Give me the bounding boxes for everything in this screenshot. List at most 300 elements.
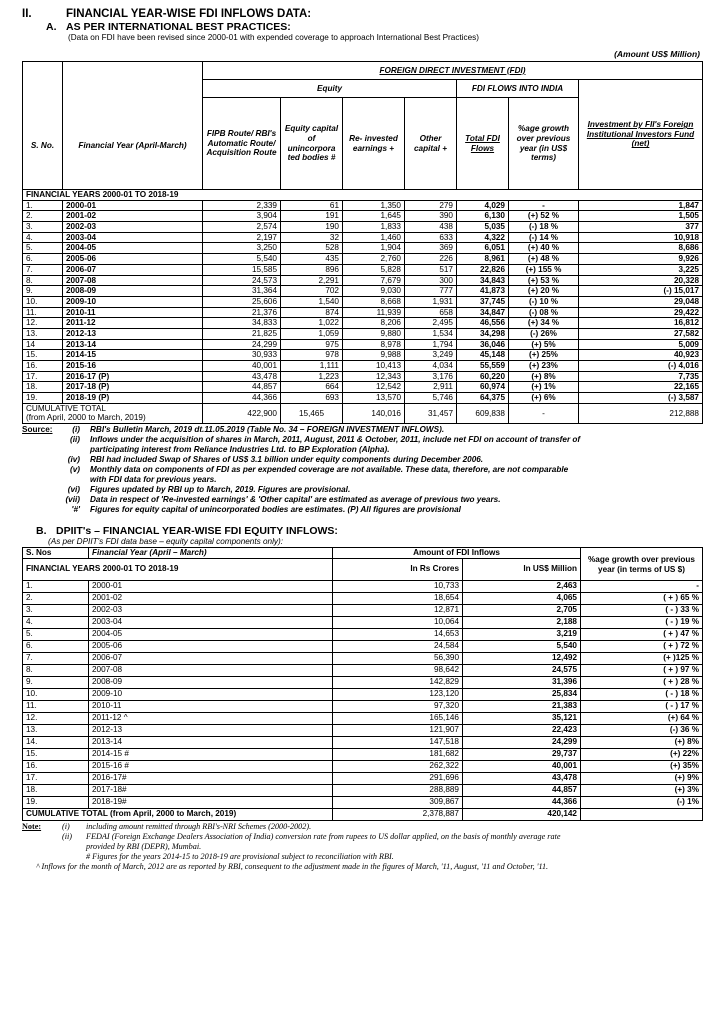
dpiit-equity-table [22, 547, 703, 821]
cell-growth: (+) 48 % [509, 254, 579, 265]
cell-sno: 1. [23, 580, 89, 592]
note-label: Note: [22, 821, 42, 831]
table-row [23, 616, 703, 628]
cumulative-label [23, 403, 203, 423]
header-sno: S. No. [23, 62, 63, 190]
cell-total: 6,130 [457, 211, 509, 222]
table-row [23, 382, 703, 393]
b-caret-note: ^ Inflows for the month of March, 2012 are as reported by RBI, consequent to the adjustment made in the figures of March, '11, August, '11 and October, '11. [36, 861, 549, 871]
cell-fipb: 40,001 [203, 361, 281, 372]
cell-fipb: 44,857 [203, 382, 281, 393]
cell-growth: (+) 9% [581, 772, 703, 784]
table-row [23, 592, 703, 604]
cell-sno: 8. [23, 664, 89, 676]
cell-rs: 98,642 [333, 664, 463, 676]
cumulative-growth: - [509, 403, 579, 423]
cumulative-fipb: 422,900 [203, 403, 281, 423]
cell-total: 60,220 [457, 371, 509, 382]
revision-note: (Data on FDI have been revised since 2000-01 with expended coverage to approach International Best Practices) [68, 33, 479, 42]
cell-growth: (+) 3% [581, 784, 703, 796]
cell-fy: 2000-01 [63, 200, 203, 211]
cell-other: 3,249 [405, 350, 457, 361]
cell-other: 1,931 [405, 296, 457, 307]
fdi-inflows-table [22, 61, 703, 424]
note-key: (vi) [67, 484, 80, 494]
section-b-subtitle: (As per DPIIT's FDI data base – equity capital components only): [48, 536, 284, 546]
cell-fipb: 24,573 [203, 275, 281, 286]
cell-fii: 40,923 [579, 350, 703, 361]
note-key: (iv) [67, 454, 80, 464]
cell-unincorp: 32 [281, 232, 343, 243]
cell-rs: 12,871 [333, 604, 463, 616]
note-text: Figures updated by RBI up to March, 2019. Figures are provisional. [90, 484, 351, 494]
table-row [23, 712, 703, 724]
cell-sno: 11. [23, 307, 63, 318]
cell-sno: 14 [23, 339, 63, 350]
cell-total: 4,322 [457, 232, 509, 243]
cell-other: 658 [405, 307, 457, 318]
cell-sno: 19. [23, 796, 89, 808]
note-ii-cont: participating interest from Reliance Industries Ltd. to BP Exploration (Alpha). [90, 444, 390, 454]
cell-usd: 25,834 [463, 688, 581, 700]
cell-fy: 2000-01 [89, 580, 333, 592]
cell-unincorp: 896 [281, 264, 343, 275]
table-row [23, 393, 703, 404]
note-vii [22, 495, 702, 505]
cell-reinv: 1,350 [343, 200, 405, 211]
note-key: (vii) [65, 494, 80, 504]
table-row [23, 676, 703, 688]
cell-sno: 2. [23, 592, 89, 604]
cell-fy: 2005-06 [89, 640, 333, 652]
cell-fy: 2001-02 [89, 592, 333, 604]
note-v [22, 465, 702, 475]
cell-fipb: 25,606 [203, 296, 281, 307]
section-number: II. [22, 8, 32, 20]
cell-fy: 2011-12 ^ [89, 712, 333, 724]
note-key: (ii) [69, 434, 80, 444]
cell-sno: 5. [23, 243, 63, 254]
cell-sno: 15. [23, 748, 89, 760]
cell-usd: 2,463 [463, 580, 581, 592]
cumulative-label-line1: CUMULATIVE TOTAL [26, 403, 106, 413]
cell-other: 3,176 [405, 371, 457, 382]
cell-fy: 2018-19# [89, 796, 333, 808]
cell-growth: (+) 40 % [509, 243, 579, 254]
header-other-capital: Other capital + [405, 98, 457, 190]
cell-fipb: 44,366 [203, 393, 281, 404]
cell-rs: 24,584 [333, 640, 463, 652]
note-vi [22, 485, 702, 495]
cell-total: 46,556 [457, 318, 509, 329]
table-row [23, 296, 703, 307]
cell-fipb: 30,933 [203, 350, 281, 361]
subsection-title: AS PER INTERNATIONAL BEST PRACTICES: [66, 21, 291, 33]
cell-growth: (+) 22% [581, 748, 703, 760]
cell-other: 226 [405, 254, 457, 265]
cell-usd: 5,540 [463, 640, 581, 652]
cell-fy: 2012-13 [63, 328, 203, 339]
cell-total: 4,029 [457, 200, 509, 211]
cell-fy: 2017-18 (P) [63, 382, 203, 393]
cell-fy: 2012-13 [89, 724, 333, 736]
cell-usd: 43,478 [463, 772, 581, 784]
cell-growth: (+) 5% [509, 339, 579, 350]
cell-usd: 12,492 [463, 652, 581, 664]
cell-rs: 165,146 [333, 712, 463, 724]
cell-rs: 18,654 [333, 592, 463, 604]
table-row [23, 784, 703, 796]
header-fii: Investment by FII's Foreign Institutional Investors Fund (net) [579, 80, 703, 190]
cell-fii: 27,582 [579, 328, 703, 339]
table-row [23, 640, 703, 652]
table-row [23, 264, 703, 275]
header-reinvested: Re- invested earnings + [343, 98, 405, 190]
cell-fy: 2016-17 (P) [63, 371, 203, 382]
table-row [23, 700, 703, 712]
cell-reinv: 5,828 [343, 264, 405, 275]
cell-rs: 181,682 [333, 748, 463, 760]
cell-growth: (+) 25% [509, 350, 579, 361]
cell-usd: 4,065 [463, 592, 581, 604]
table-row [23, 688, 703, 700]
cell-rs: 147,518 [333, 736, 463, 748]
cell-total: 60,974 [457, 382, 509, 393]
table-row [23, 350, 703, 361]
cell-reinv: 9,988 [343, 350, 405, 361]
period-label: FINANCIAL YEARS 2000-01 TO 2018-19 [23, 190, 703, 201]
cell-reinv: 13,570 [343, 393, 405, 404]
cell-usd: 3,219 [463, 628, 581, 640]
cell-total: 22,826 [457, 264, 509, 275]
section-a-notes [22, 425, 702, 515]
cell-unincorp: 978 [281, 350, 343, 361]
cell-sno: 17. [23, 371, 63, 382]
cell-growth: - [581, 580, 703, 592]
cumulative-total: 609,838 [457, 403, 509, 423]
cell-sno: 14. [23, 736, 89, 748]
table-row [23, 371, 703, 382]
cell-reinv: 1,645 [343, 211, 405, 222]
table-row [23, 664, 703, 676]
cell-other: 300 [405, 275, 457, 286]
cell-unincorp: 1,111 [281, 361, 343, 372]
cell-sno: 4. [23, 616, 89, 628]
b-header-usd: In US$ Million [463, 558, 581, 580]
cell-reinv: 12,343 [343, 371, 405, 382]
cell-fy: 2007-08 [89, 664, 333, 676]
cell-sno: 3. [23, 604, 89, 616]
cell-fipb: 24,299 [203, 339, 281, 350]
cell-fy: 2008-09 [63, 286, 203, 297]
table-row [23, 275, 703, 286]
cell-sno: 10. [23, 296, 63, 307]
cell-sno: 7. [23, 652, 89, 664]
cell-rs: 10,064 [333, 616, 463, 628]
cell-growth: ( + ) 65 % [581, 592, 703, 604]
cell-usd: 2,705 [463, 604, 581, 616]
cell-other: 517 [405, 264, 457, 275]
cell-fy: 2004-05 [63, 243, 203, 254]
cell-reinv: 8,668 [343, 296, 405, 307]
cell-rs: 10,733 [333, 580, 463, 592]
cell-other: 438 [405, 222, 457, 233]
cell-sno: 8. [23, 275, 63, 286]
cell-reinv: 9,030 [343, 286, 405, 297]
note-text: RBI had included Swap of Shares of US$ 3.1 billion under equity components during December 2006. [90, 454, 484, 464]
cell-growth: (+) 20 % [509, 286, 579, 297]
cumulative-other: 31,457 [405, 403, 457, 423]
cell-total: 8,961 [457, 254, 509, 265]
cell-growth: ( - ) 18 % [581, 688, 703, 700]
cell-total: 45,148 [457, 350, 509, 361]
table-row [23, 307, 703, 318]
table-row [23, 736, 703, 748]
cell-other: 2,495 [405, 318, 457, 329]
cell-unincorp: 1,540 [281, 296, 343, 307]
cell-growth: (+) 6% [509, 393, 579, 404]
cell-total: 41,873 [457, 286, 509, 297]
cell-unincorp: 1,223 [281, 371, 343, 382]
cell-fy: 2014-15 # [89, 748, 333, 760]
document-page [22, 8, 702, 872]
cell-reinv: 11,939 [343, 307, 405, 318]
cell-fy: 2008-09 [89, 676, 333, 688]
cell-fy: 2013-14 [63, 339, 203, 350]
cell-usd: 40,001 [463, 760, 581, 772]
cell-fii: (-) 4,016 [579, 361, 703, 372]
cell-fipb: 3,904 [203, 211, 281, 222]
cell-rs: 121,907 [333, 724, 463, 736]
header-financial-year: Financial Year (April-March) [63, 62, 203, 190]
cell-total: 55,559 [457, 361, 509, 372]
table-row [23, 222, 703, 233]
table-row [23, 361, 703, 372]
cell-fii: 29,048 [579, 296, 703, 307]
cell-growth: (-) 36 % [581, 724, 703, 736]
note-key: (ii) [62, 831, 73, 841]
cell-fy: 2007-08 [63, 275, 203, 286]
cell-rs: 14,653 [333, 628, 463, 640]
cell-rs: 56,390 [333, 652, 463, 664]
b-note-ii-cont: provided by RBI (DEPR), Mumbai. [86, 841, 202, 851]
note-iv [22, 455, 702, 465]
table-row [23, 243, 703, 254]
cell-fy: 2010-11 [89, 700, 333, 712]
cell-growth: (-) 18 % [509, 222, 579, 233]
cell-growth: (+) 53 % [509, 275, 579, 286]
cell-reinv: 12,542 [343, 382, 405, 393]
table-row [23, 200, 703, 211]
cell-fipb: 21,376 [203, 307, 281, 318]
cell-other: 2,911 [405, 382, 457, 393]
header-fdi-flows: FDI FLOWS INTO INDIA [457, 80, 579, 98]
cell-growth: ( + ) 47 % [581, 628, 703, 640]
section-ii-heading [22, 8, 702, 21]
cell-sno: 16. [23, 361, 63, 372]
cell-sno: 4. [23, 232, 63, 243]
note-source [22, 425, 702, 435]
cell-sno: 10. [23, 688, 89, 700]
cell-sno: 13. [23, 328, 63, 339]
table-row [23, 604, 703, 616]
table-row [23, 652, 703, 664]
cell-growth: (+) 8% [581, 736, 703, 748]
cell-growth: (+) 64 % [581, 712, 703, 724]
cell-growth: ( + ) 97 % [581, 664, 703, 676]
table-row [23, 286, 703, 297]
table-row [23, 232, 703, 243]
table-row [23, 339, 703, 350]
b-header-sno: S. Nos [23, 547, 89, 558]
cell-fii: 16,812 [579, 318, 703, 329]
cell-sno: 19. [23, 393, 63, 404]
note-text: Data in respect of 'Re-invested earnings' & 'Other capital' are estimated as average of previous two years. [90, 494, 501, 504]
cell-unincorp: 435 [281, 254, 343, 265]
cell-total: 37,745 [457, 296, 509, 307]
note-text: RBI's Bulletin March, 2019 dt.11.05.2019 (Table No. 34 – FOREIGN INVESTMENT INFLOWS). [90, 424, 445, 434]
cell-sno: 6. [23, 640, 89, 652]
cell-sno: 1. [23, 200, 63, 211]
cell-reinv: 1,904 [343, 243, 405, 254]
cell-sno: 3. [23, 222, 63, 233]
header-fdi: FOREIGN DIRECT INVESTMENT (FDI) [203, 62, 703, 80]
cell-other: 1,794 [405, 339, 457, 350]
cell-fii: (-) 15,017 [579, 286, 703, 297]
cell-sno: 15. [23, 350, 63, 361]
cell-sno: 7. [23, 264, 63, 275]
table-row [23, 772, 703, 784]
cell-sno: 11. [23, 700, 89, 712]
cell-reinv: 9,880 [343, 328, 405, 339]
b-header-period: FINANCIAL YEARS 2000-01 TO 2018-19 [23, 558, 333, 580]
b-header-fy: Financial Year (April – March) [89, 547, 333, 558]
cell-fipb: 31,364 [203, 286, 281, 297]
cell-fipb: 43,478 [203, 371, 281, 382]
cell-fy: 2006-07 [89, 652, 333, 664]
subsection-letter: B. [36, 524, 47, 537]
cell-usd: 44,366 [463, 796, 581, 808]
cell-fy: 2002-03 [63, 222, 203, 233]
cell-growth: (+) 155 % [509, 264, 579, 275]
cell-rs: 262,322 [333, 760, 463, 772]
cell-usd: 31,396 [463, 676, 581, 688]
note-text: Monthly data on components of FDI as per expended coverage are not available. These data, therefore, are not comparable [90, 464, 569, 474]
cell-fy: 2015-16 # [89, 760, 333, 772]
cell-total: 5,035 [457, 222, 509, 233]
cumulative-unincorp: 15,465 [281, 403, 343, 423]
cell-sno: 18. [23, 382, 63, 393]
cell-fy: 2003-04 [89, 616, 333, 628]
cell-other: 390 [405, 211, 457, 222]
cell-other: 777 [405, 286, 457, 297]
header-growth: %age growth over previous year (in US$ terms) [509, 98, 579, 190]
cell-fy: 2013-14 [89, 736, 333, 748]
b-cumulative-label: CUMULATIVE TOTAL (from April, 2000 to March, 2019) [23, 808, 333, 820]
note-ii [22, 435, 702, 445]
cell-fii: 9,926 [579, 254, 703, 265]
subsection-letter: A. [46, 21, 57, 33]
cell-reinv: 7,679 [343, 275, 405, 286]
cell-growth: (+ )125 % [581, 652, 703, 664]
cell-fy: 2002-03 [89, 604, 333, 616]
cell-reinv: 8,978 [343, 339, 405, 350]
cell-usd: 24,299 [463, 736, 581, 748]
cumulative-label-line2: (from April, 2000 to March, 2019) [26, 413, 146, 423]
cell-total: 34,847 [457, 307, 509, 318]
cell-sno: 6. [23, 254, 63, 265]
cell-growth: (-) 14 % [509, 232, 579, 243]
header-fipb: FIPB Route/ RBI's Automatic Route/ Acquisition Route [203, 98, 281, 190]
cell-rs: 291,696 [333, 772, 463, 784]
cell-unincorp: 190 [281, 222, 343, 233]
cell-growth: - [509, 200, 579, 211]
cell-total: 6,051 [457, 243, 509, 254]
section-b-heading [36, 525, 702, 537]
cell-fipb: 2,339 [203, 200, 281, 211]
cell-rs: 309,867 [333, 796, 463, 808]
cell-fipb: 3,250 [203, 243, 281, 254]
cell-total: 34,298 [457, 328, 509, 339]
cell-other: 369 [405, 243, 457, 254]
header-unincorp: Equity capital of unincorpora ted bodies # [281, 98, 343, 190]
cell-fy: 2006-07 [63, 264, 203, 275]
cell-sno: 16. [23, 760, 89, 772]
note-hash [22, 505, 702, 515]
cell-fii: 22,165 [579, 382, 703, 393]
cell-fy: 2009-10 [63, 296, 203, 307]
b-header-growth: %age growth over previous year (in terms of US $) [581, 547, 703, 580]
cell-unincorp: 693 [281, 393, 343, 404]
cell-unincorp: 1,022 [281, 318, 343, 329]
b-header-amount: Amount of FDI Inflows [333, 547, 581, 558]
cell-total: 34,843 [457, 275, 509, 286]
cell-reinv: 1,460 [343, 232, 405, 243]
section-b-notes [22, 822, 702, 872]
note-key: '#' [71, 504, 80, 514]
cell-rs: 97,320 [333, 700, 463, 712]
cell-fy: 2014-15 [63, 350, 203, 361]
table-row [23, 748, 703, 760]
cell-growth: ( - ) 19 % [581, 616, 703, 628]
cell-unincorp: 61 [281, 200, 343, 211]
b-header-rs: In Rs Crores [333, 558, 463, 580]
cell-usd: 24,575 [463, 664, 581, 676]
cell-growth: (-) 10 % [509, 296, 579, 307]
cell-reinv: 8,206 [343, 318, 405, 329]
section-title: FINANCIAL YEAR-WISE FDI INFLOWS DATA: [66, 8, 312, 20]
cell-rs: 142,829 [333, 676, 463, 688]
b-cumulative-usd: 420,142 [463, 808, 581, 820]
cell-fy: 2015-16 [63, 361, 203, 372]
note-text: FEDAI (Foreign Exchange Dealers Association of India) conversion rate from rupees to US dollar applied, on the basis of monthly average rate [86, 831, 561, 841]
cell-fy: 2016-17# [89, 772, 333, 784]
cell-usd: 29,737 [463, 748, 581, 760]
note-text: including amount remitted through RBI's-NRI Schemes (2000-2002). [86, 821, 312, 831]
cell-fipb: 2,197 [203, 232, 281, 243]
cell-usd: 44,857 [463, 784, 581, 796]
cell-usd: 21,383 [463, 700, 581, 712]
table-row [23, 580, 703, 592]
cell-other: 4,034 [405, 361, 457, 372]
cell-fipb: 21,825 [203, 328, 281, 339]
cell-growth: (+) 8% [509, 371, 579, 382]
cell-unincorp: 191 [281, 211, 343, 222]
cell-fy: 2011-12 [63, 318, 203, 329]
cell-growth: (+) 52 % [509, 211, 579, 222]
cell-reinv: 2,760 [343, 254, 405, 265]
cell-growth: (+) 1% [509, 382, 579, 393]
